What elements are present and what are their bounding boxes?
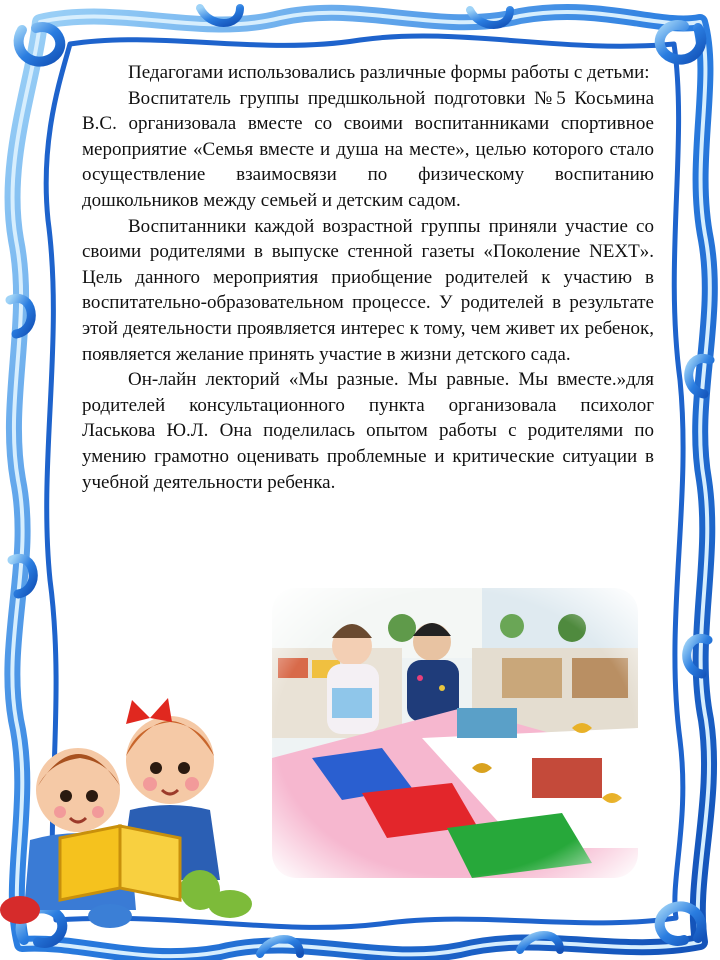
paragraph-wall-newspaper: Воспитанники каждой возрастной группы приняли участие со своими родителями в выпуске стенной газеты «Поколение NEXT». Цель данного мероприятия приобщение родителей к участию в воспитательно-образовательном процессе. У родителей в результате этой деятельности проявляется интерес к тому, чем живет их ребенок, появляется желание принять участие в жизни детского сада. (82, 215, 654, 365)
article-text (82, 60, 654, 495)
kids-reading-illustration (0, 690, 260, 930)
paragraph-intro: Педагогами использовались различные формы работы с детьми: (128, 62, 650, 83)
classroom-photo (272, 588, 638, 878)
paragraph-online-lecture: Он-лайн лекторий «Мы разные. Мы равные. Мы вместе.»для родителей консультационного пункта организовала психолог Ласькова Ю.Л. Она поделилась опытом работы с родителями по умению грамотно оценивать проблемные и критические ситуации в учебной деятельности ребенка. (82, 369, 654, 493)
paragraph-sport-event: Воспитатель группы предшкольной подготовки №5 Косьмина В.С. организовала вместе со своими воспитанниками спортивное мероприятие «Семья вместе и душа на месте», целью которого стало осуществление взаимосвязи по физическому воспитанию дошкольников между семьей и детским садом. (82, 87, 654, 211)
classroom-photo-image (272, 588, 638, 878)
